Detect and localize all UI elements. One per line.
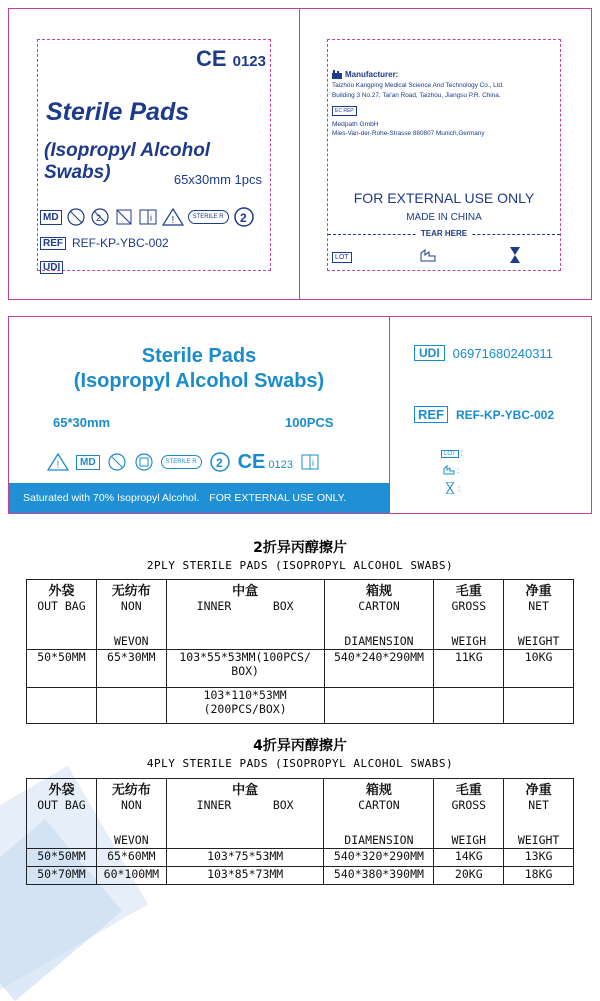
svg-text:2: 2 [215,456,223,470]
single-use-icon [233,206,255,228]
header-en2: DIAMENSION [344,833,414,847]
lot-icon: LOT [332,252,352,263]
banner-left-text: Saturated with 70% Isopropyl Alcohol. [23,492,200,504]
header-en: INNER BOX [196,599,294,613]
header-en2: WEIGH [451,833,487,847]
ce-number: 0123 [232,53,266,70]
table-row [27,849,574,867]
manufacturer-label: Manufacturer: [345,70,399,79]
box-fold-line [389,317,390,513]
spec-table-4ply [26,778,574,885]
header-cn: 无纺布 [111,584,151,599]
ec-rep-icon: EC REP [332,106,357,116]
header-en: GROSS [451,599,487,613]
symbol-row [40,206,268,228]
header-cn: 箱规 [365,584,392,599]
svg-text:i: i [149,213,152,223]
header-en2: WEIGHT [517,634,560,648]
table-cell [96,688,166,724]
table-cell: 103*75*53MM [166,849,324,867]
lot-colon: : [460,449,463,458]
table-cell [434,688,504,724]
banner-right-text: FOR EXTERNAL USE ONLY. [209,492,347,504]
header-cn: 外袋 [48,783,75,798]
table-cell: 11KG [434,650,504,688]
box-size: 65*30mm [53,415,111,430]
header-en: NON [120,798,142,812]
ce-mark [196,46,266,72]
box-subtitle: (Isopropyl Alcohol Swabs) [73,370,325,392]
header-cn: 毛重 [455,783,482,798]
table2-subtitle: 4PLY STERILE PADS (ISOPROPYL ALCOHOL SWABS) [146,757,454,770]
header-cell [27,779,97,849]
table-cell [324,688,434,724]
svg-text:2: 2 [95,213,101,223]
header-cell [504,779,574,849]
header-cn: 毛重 [455,584,482,599]
table-cell: 103*110*53MM (200PCS/BOX) [166,688,324,724]
table-cell: 50*70MM [27,867,97,885]
fold-line [299,9,300,299]
box-banner [9,483,389,513]
header-cell [27,580,97,650]
header-cell [96,779,166,849]
table-cell: 60*100MM [96,867,166,885]
caution-icon [162,207,184,227]
manufacturer-block [332,70,558,137]
box-title: Sterile Pads [141,345,257,367]
ref-icon: REF [40,237,66,250]
spec-table-2ply [26,579,574,724]
table-cell: 540*380*390MM [324,867,434,885]
label-title: Sterile Pads [46,98,190,126]
svg-text:2: 2 [239,211,247,225]
header-cn: 净重 [525,783,552,798]
damaged-package-icon [114,207,134,227]
expiry-colon: : [458,483,461,493]
date-colon: : [457,465,460,475]
table-cell: 103*55*53MM(100PCS/ BOX) [166,650,324,688]
ce-symbol: CE [195,46,227,71]
udi-value: 06971680240311 [452,345,553,361]
svg-text:i: i [311,458,314,468]
table-cell: 103*85*73MM [166,867,324,885]
do-not-resterilize-icon [66,207,86,227]
external-use-text: FOR EXTERNAL USE ONLY [353,190,535,206]
header-en: GROSS [451,798,487,812]
sterile-icon: STERILE R [188,210,229,224]
front-label-frame [37,39,271,271]
header-en2: WEVON [114,833,149,847]
table-cell: 18KG [504,867,574,885]
table-header-row [27,580,574,650]
header-cn: 外袋 [48,584,75,599]
header-en: CARTON [358,599,400,613]
do-not-reuse-icon [107,452,127,472]
manufacturer-address: Building 3 No.27, Tai'an Road, Taizhou, Jiangsu P.R. China. [332,92,501,99]
back-label-frame [327,39,561,271]
expiry-hourglass-icon [510,247,520,263]
table1-title: 2折异丙醇擦片 [253,540,347,556]
table-cell [27,688,97,724]
side-udi-row [414,345,553,361]
header-cn: 中盒 [232,584,259,599]
header-cell [434,580,504,650]
ref-value: REF-KP-YBC-002 [456,407,555,422]
ce-number: 0123 [268,458,293,471]
label-size: 65x30mm 1pcs [173,172,262,187]
header-en2: WEIGH [451,634,487,648]
manufacture-date-icon [443,465,455,475]
table-cell: 65*30MM [96,650,166,688]
side-ref-row [414,406,554,423]
udi-icon: UDI [414,345,445,361]
table-cell: 14KG [434,849,504,867]
table-cell: 50*50MM [27,650,97,688]
manufacturer-name: Taizhou Kangping Medical Science And Technology Co., Ltd. [332,82,504,89]
box-label [8,316,592,514]
header-en: NET [528,798,549,812]
header-cell [504,580,574,650]
expiry-hourglass-icon [446,482,454,494]
table1-subtitle: 2PLY STERILE PADS (ISOPROPYL ALCOHOL SWABS) [146,559,454,572]
rep-address: Mies-Van-der-Rohe-Strasse 880807 Munich,Germany [332,130,485,137]
header-cell [166,779,324,849]
do-not-reuse-icon [90,207,110,227]
header-en2: WEIGHT [517,833,560,847]
damaged-package-icon [134,452,154,472]
sterile-icon: STERILE R [161,455,202,469]
table-cell: 10KG [504,650,574,688]
label-subtitle: (Isopropyl Alcohol Swabs) [44,140,211,183]
table-cell: 65*60MM [96,849,166,867]
header-en: CARTON [358,798,400,812]
ce-mark: CE 0123 [237,450,293,473]
header-en: NON [120,599,142,613]
header-en: INNER BOX [196,798,294,812]
ref-value: REF-KP-YBC-002 [72,236,169,250]
header-cell [324,779,434,849]
box-count: 100PCS [285,415,334,430]
header-en2: DIAMENSION [344,634,414,648]
header-cell [324,580,434,650]
table-row [27,867,574,885]
rep-name: Medpath GmbH [332,121,379,128]
table-cell: 540*320*290MM [324,849,434,867]
header-cn: 中盒 [232,783,259,798]
table-cell: 540*240*290MM [324,650,434,688]
table2-title: 4折异丙醇擦片 [253,738,347,754]
udi-icon: UDI [40,261,63,274]
manufacturer-icon [332,70,342,79]
header-en2: WEVON [113,634,149,648]
table-cell [504,688,574,724]
side-expiry-row [446,482,460,494]
ref-row [40,236,169,250]
udi-row [40,257,63,275]
top-label [8,8,592,300]
header-cn: 净重 [525,584,552,599]
md-icon: MD [40,210,62,225]
header-cn: 箱规 [365,783,392,798]
table-cell: 50*50MM [27,849,97,867]
header-cell [434,779,504,849]
header-en: OUT BAG [37,798,86,812]
table-header-row [27,779,574,849]
svg-text:!: ! [56,460,60,471]
instructions-icon [300,452,320,472]
table-cell: 20KG [434,867,504,885]
side-date-row [443,465,459,475]
header-en: NET [528,599,549,613]
header-cell [166,580,324,650]
header-en: OUT BAG [37,599,86,613]
made-in-text: MADE IN CHINA [406,212,482,223]
manufacture-date-icon [420,248,436,262]
svg-text:!: ! [171,215,174,226]
side-lot-row [441,449,463,458]
tear-here-text[interactable]: TEAR HERE [328,229,560,238]
ref-icon: REF [414,406,448,423]
table-cell: 13KG [504,849,574,867]
lot-icon: LOT [441,450,459,458]
table-row [27,688,574,724]
header-cn: 无纺布 [111,783,151,798]
single-use-icon [209,451,231,473]
instructions-icon [138,207,158,227]
table-row [27,650,574,688]
header-cell [96,580,166,650]
md-icon: MD [76,455,100,470]
box-symbol-row [47,450,387,474]
caution-icon [47,452,69,472]
